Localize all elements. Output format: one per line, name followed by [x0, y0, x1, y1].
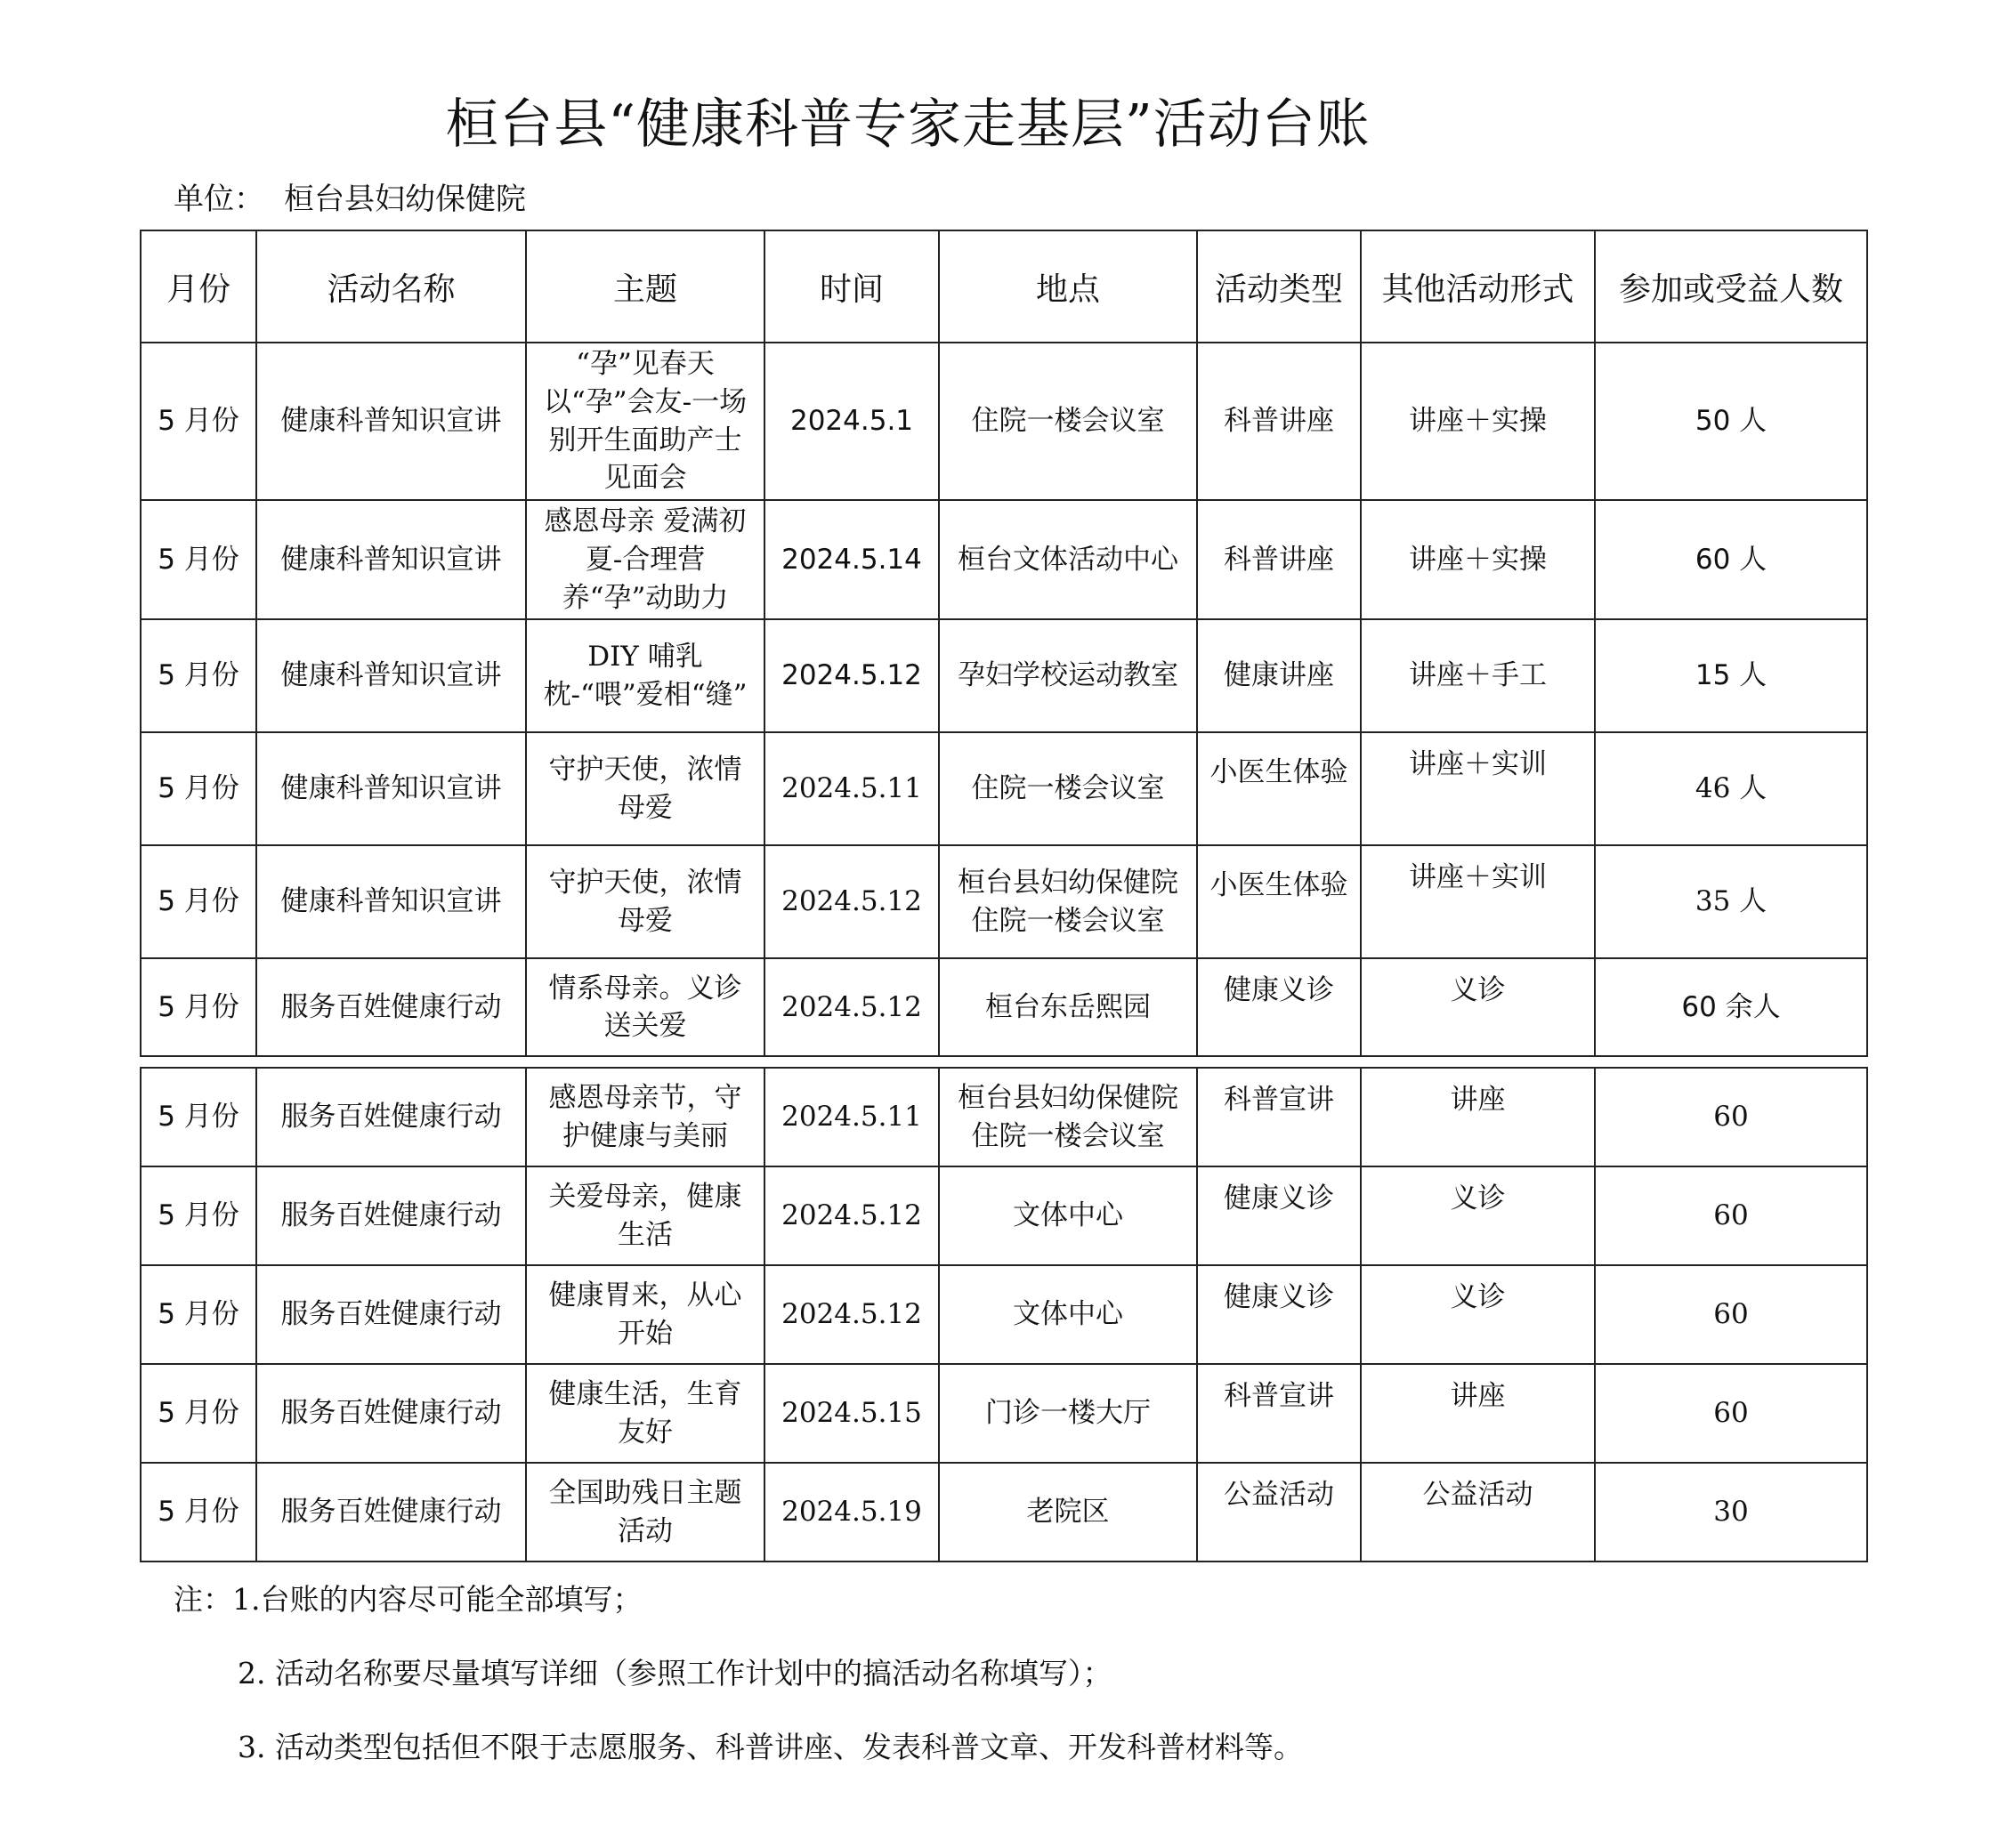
header-theme: 主题	[526, 230, 764, 343]
table-row	[141, 1463, 1867, 1562]
cell-participants: 30	[1595, 1463, 1867, 1562]
cell-place: 桓台东岳熙园	[939, 958, 1197, 1056]
cell-theme: 守护天使，浓情母爱	[526, 732, 764, 845]
cell-activity-name: 服务百姓健康行动	[256, 1364, 526, 1463]
cell-time: 2024.5.11	[764, 1068, 939, 1166]
cell-activity-name: 服务百姓健康行动	[256, 1265, 526, 1364]
cell-place: 老院区	[939, 1463, 1197, 1562]
cell-other-form: 讲座＋实操	[1361, 343, 1595, 500]
cell-place: 文体中心	[939, 1166, 1197, 1265]
cell-activity-name: 健康科普知识宣讲	[256, 732, 526, 845]
cell-activity-type: 科普宣讲	[1197, 1068, 1361, 1166]
table-row	[141, 845, 1867, 958]
cell-place: 文体中心	[939, 1265, 1197, 1364]
cell-month: 5 月份	[141, 1068, 256, 1166]
cell-place: 门诊一楼大厅	[939, 1364, 1197, 1463]
cell-month: 5 月份	[141, 1265, 256, 1364]
cell-time: 2024.5.15	[764, 1364, 939, 1463]
cell-month: 5 月份	[141, 1463, 256, 1562]
cell-participants: 60	[1595, 1068, 1867, 1166]
table-row	[141, 619, 1867, 732]
cell-other-form: 讲座	[1361, 1068, 1595, 1166]
cell-month: 5 月份	[141, 1166, 256, 1265]
unit-label: 单位：	[174, 182, 264, 217]
cell-activity-type: 小医生体验	[1197, 732, 1361, 845]
cell-time: 2024.5.1	[764, 343, 939, 500]
cell-activity-type: 健康义诊	[1197, 958, 1361, 1056]
note-1: 注：1.台账的内容尽可能全部填写；	[174, 1582, 643, 1617]
table-row	[141, 343, 1867, 500]
cell-time: 2024.5.12	[764, 619, 939, 732]
cell-month: 5 月份	[141, 845, 256, 958]
table-row	[141, 958, 1867, 1056]
cell-participants: 15 人	[1595, 619, 1867, 732]
cell-month: 5 月份	[141, 1364, 256, 1463]
cell-activity-type: 健康义诊	[1197, 1265, 1361, 1364]
activity-table-2	[140, 1067, 1868, 1562]
cell-activity-name: 服务百姓健康行动	[256, 1068, 526, 1166]
cell-theme: 健康胃来，从心开始	[526, 1265, 764, 1364]
cell-activity-type: 健康讲座	[1197, 619, 1361, 732]
cell-other-form: 讲座＋实训	[1361, 845, 1595, 958]
cell-other-form: 讲座＋实操	[1361, 500, 1595, 619]
cell-participants: 35 人	[1595, 845, 1867, 958]
cell-time: 2024.5.11	[764, 732, 939, 845]
cell-place: 桓台县妇幼保健院住院一楼会议室	[939, 1068, 1197, 1166]
cell-theme: 情系母亲。义诊送关爱	[526, 958, 764, 1056]
header-activity-type: 活动类型	[1197, 230, 1361, 343]
cell-participants: 46 人	[1595, 732, 1867, 845]
cell-time: 2024.5.12	[764, 845, 939, 958]
cell-time: 2024.5.12	[764, 958, 939, 1056]
cell-theme: 健康生活，生育友好	[526, 1364, 764, 1463]
cell-month: 5 月份	[141, 500, 256, 619]
cell-place: 桓台县妇幼保健院住院一楼会议室	[939, 845, 1197, 958]
table-header-row	[141, 230, 1867, 343]
cell-activity-type: 公益活动	[1197, 1463, 1361, 1562]
unit-line	[174, 174, 526, 218]
notes	[174, 1577, 1303, 1798]
table-row	[141, 1068, 1867, 1166]
cell-activity-name: 健康科普知识宣讲	[256, 343, 526, 500]
cell-theme: DIY 哺乳枕-“喂”爱相“缝”	[526, 619, 764, 732]
cell-participants: 60 人	[1595, 500, 1867, 619]
cell-activity-name: 服务百姓健康行动	[256, 958, 526, 1056]
header-time: 时间	[764, 230, 939, 343]
cell-participants: 60 余人	[1595, 958, 1867, 1056]
cell-participants: 60	[1595, 1166, 1867, 1265]
cell-time: 2024.5.12	[764, 1265, 939, 1364]
cell-other-form: 义诊	[1361, 1166, 1595, 1265]
cell-participants: 60	[1595, 1364, 1867, 1463]
note-3: 3. 活动类型包括但不限于志愿服务、科普讲座、发表科普文章、开发科普材料等。	[238, 1730, 1303, 1764]
cell-activity-name: 服务百姓健康行动	[256, 1166, 526, 1265]
cell-activity-type: 健康义诊	[1197, 1166, 1361, 1265]
cell-activity-name: 健康科普知识宣讲	[256, 619, 526, 732]
cell-activity-type: 小医生体验	[1197, 845, 1361, 958]
activity-table-1	[140, 230, 1868, 1057]
cell-theme: 关爱母亲，健康生活	[526, 1166, 764, 1265]
table-row	[141, 732, 1867, 845]
table-row	[141, 1166, 1867, 1265]
cell-participants: 50 人	[1595, 343, 1867, 500]
cell-activity-type: 科普讲座	[1197, 500, 1361, 619]
cell-theme: 感恩母亲 爱满初夏-合理营养“孕”动助力	[526, 500, 764, 619]
cell-theme: 守护天使，浓情母爱	[526, 845, 764, 958]
cell-place: 住院一楼会议室	[939, 732, 1197, 845]
cell-place: 桓台文体活动中心	[939, 500, 1197, 619]
cell-time: 2024.5.12	[764, 1166, 939, 1265]
header-month: 月份	[141, 230, 256, 343]
header-activity-name: 活动名称	[256, 230, 526, 343]
cell-activity-type: 科普讲座	[1197, 343, 1361, 500]
cell-activity-name: 健康科普知识宣讲	[256, 845, 526, 958]
cell-place: 住院一楼会议室	[939, 343, 1197, 500]
cell-month: 5 月份	[141, 619, 256, 732]
header-participants: 参加或受益人数	[1595, 230, 1867, 343]
cell-time: 2024.5.19	[764, 1463, 939, 1562]
cell-other-form: 讲座	[1361, 1364, 1595, 1463]
cell-participants: 60	[1595, 1265, 1867, 1364]
cell-time: 2024.5.14	[764, 500, 939, 619]
header-other-form: 其他活动形式	[1361, 230, 1595, 343]
cell-other-form: 讲座＋手工	[1361, 619, 1595, 732]
cell-other-form: 义诊	[1361, 1265, 1595, 1364]
unit-value: 桓台县妇幼保健院	[284, 182, 526, 217]
table-row	[141, 1364, 1867, 1463]
cell-other-form: 公益活动	[1361, 1463, 1595, 1562]
table-row	[141, 500, 1867, 619]
cell-activity-name: 健康科普知识宣讲	[256, 500, 526, 619]
note-2: 2. 活动名称要尽量填写详细（参照工作计划中的搞活动名称填写）；	[238, 1656, 1112, 1691]
cell-month: 5 月份	[141, 343, 256, 500]
cell-activity-name: 服务百姓健康行动	[256, 1463, 526, 1562]
header-place: 地点	[939, 230, 1197, 343]
page-title: 桓台县“健康科普专家走基层”活动台账	[445, 93, 1371, 156]
table-row	[141, 1265, 1867, 1364]
cell-place: 孕妇学校运动教室	[939, 619, 1197, 732]
cell-other-form: 讲座＋实训	[1361, 732, 1595, 845]
cell-activity-type: 科普宣讲	[1197, 1364, 1361, 1463]
cell-theme: 感恩母亲节，守护健康与美丽	[526, 1068, 764, 1166]
cell-other-form: 义诊	[1361, 958, 1595, 1056]
cell-month: 5 月份	[141, 732, 256, 845]
cell-theme: 全国助残日主题活动	[526, 1463, 764, 1562]
cell-theme: “孕”见春天 以“孕”会友-一场别开生面助产士见面会	[526, 343, 764, 500]
cell-month: 5 月份	[141, 958, 256, 1056]
